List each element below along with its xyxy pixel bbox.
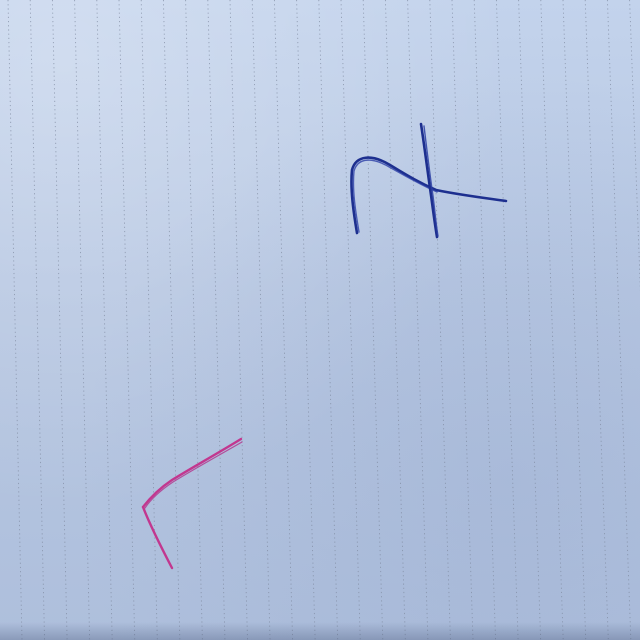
blue-ink-curve-stroke-shadow — [353, 160, 437, 232]
ruling-line — [97, 0, 112, 640]
ruling-line — [141, 0, 157, 640]
ruling-line — [385, 0, 405, 640]
blue-ink-x-mark — [351, 124, 506, 237]
ruling-line — [297, 0, 316, 640]
ruling-line — [186, 0, 203, 640]
ruling-line — [274, 0, 292, 640]
ruling-line — [163, 0, 179, 640]
blue-ink-vertical-stroke — [421, 124, 437, 237]
ruling-line — [30, 0, 44, 640]
ruling-line — [630, 0, 640, 640]
ruling-line — [585, 0, 608, 640]
magenta-ink-corner-mark — [143, 439, 242, 568]
ruling-line — [496, 0, 518, 640]
ruling-line — [519, 0, 541, 640]
ruling-line — [208, 0, 225, 640]
ruling-line — [75, 0, 90, 640]
ruling-line — [430, 0, 451, 640]
ruling-line — [363, 0, 383, 640]
ruling-line — [452, 0, 473, 640]
magenta-ink-upper-stroke-double — [145, 442, 242, 508]
magenta-ink-lower-stroke — [143, 507, 172, 568]
ruling-line — [252, 0, 270, 640]
magenta-ink-upper-stroke — [143, 439, 241, 507]
ruling-line — [119, 0, 135, 640]
ruling-line — [341, 0, 360, 640]
ruling-line — [52, 0, 67, 640]
paper-bottom-shadow — [0, 622, 640, 640]
ruling-line — [541, 0, 563, 640]
ruling-line — [563, 0, 586, 640]
ruling-line — [408, 0, 428, 640]
ruling-line — [607, 0, 630, 640]
ruling-line — [230, 0, 248, 640]
ruling-line — [8, 0, 22, 640]
ruling-line — [474, 0, 495, 640]
ruling-line — [319, 0, 338, 640]
